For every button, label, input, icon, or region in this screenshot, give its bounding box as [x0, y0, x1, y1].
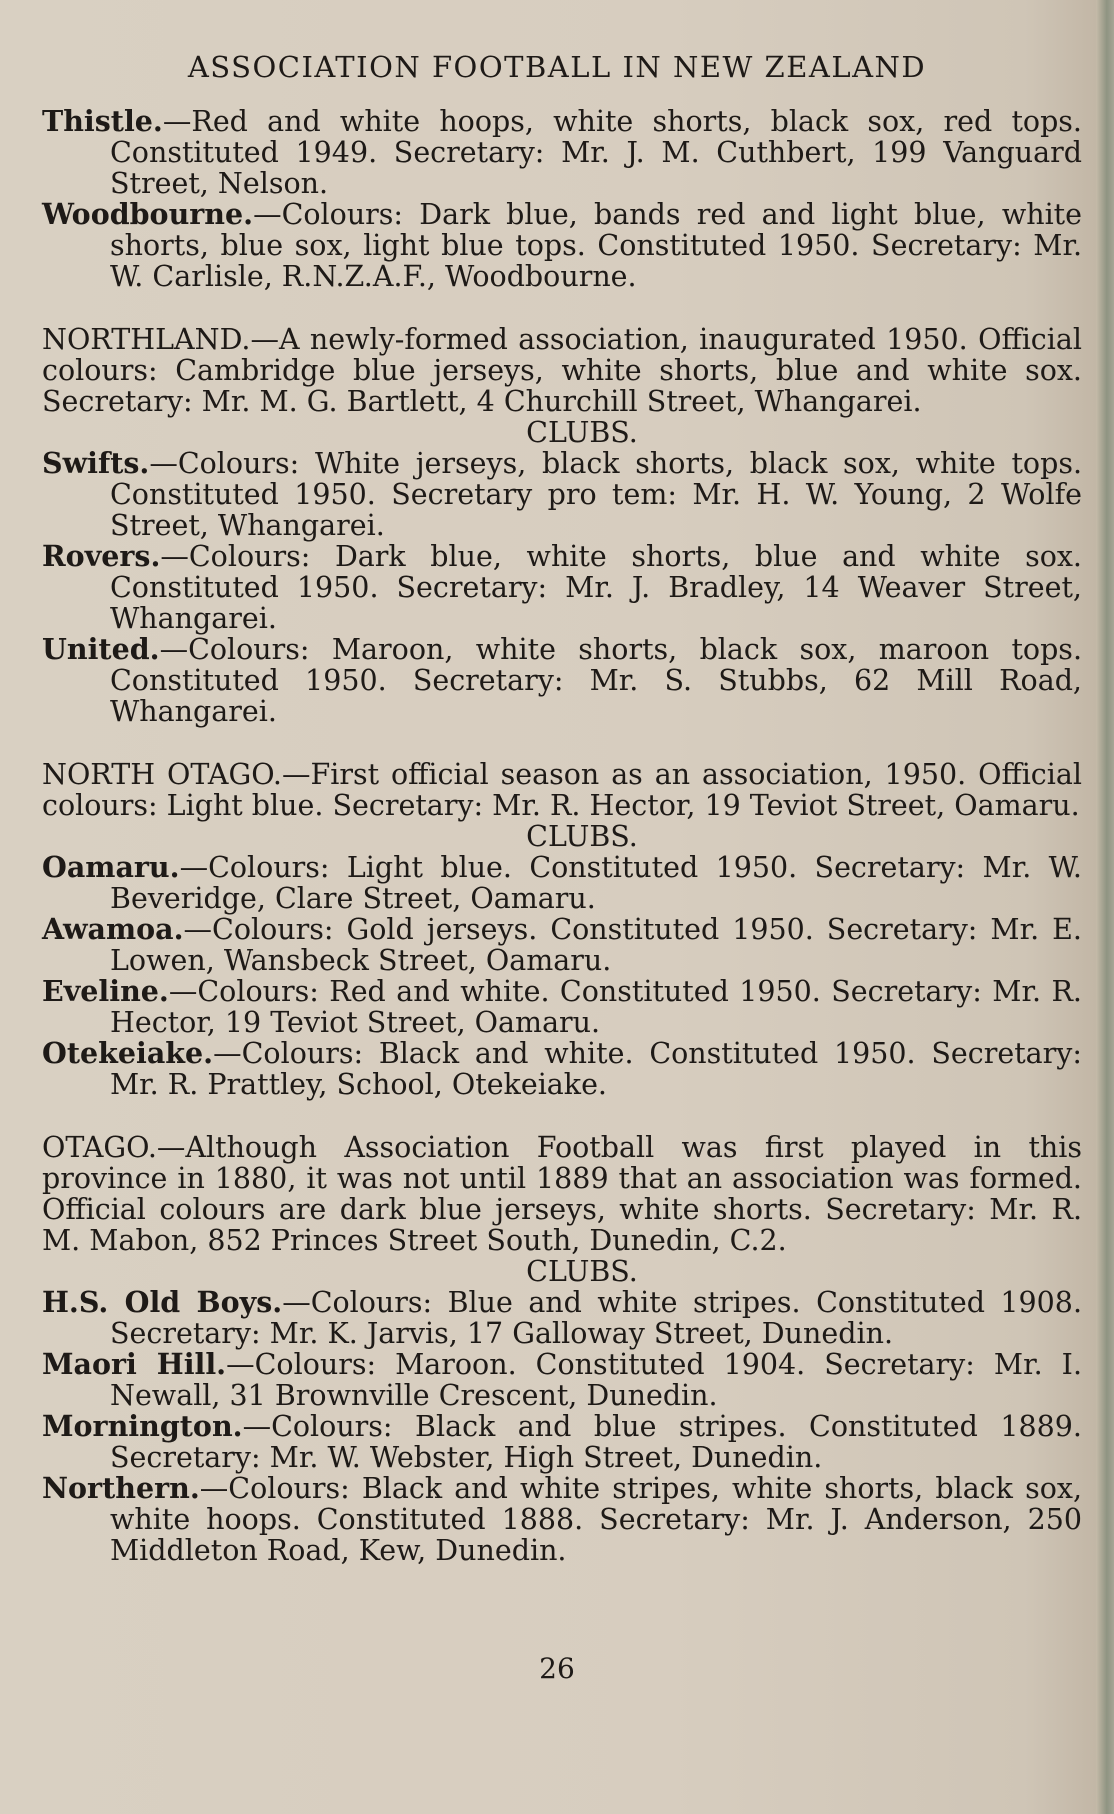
club-details: —Colours: Dark blue, bands red and light blue, white shorts, blue sox, light blue tops. Constituted 1950. Secretary: Mr. W. Carlisle, R.N.Z.A.F., Woodbourne. — [110, 198, 1082, 293]
running-head: ASSOCIATION FOOTBALL IN NEW ZEALAND — [187, 50, 927, 84]
club-entry-rovers — [42, 541, 1082, 634]
club-details: —Colours: Black and white stripes, white shorts, black sox, white hoops. Constituted 1888. Secretary: Mr. J. Anderson, 250 Middleton Road, Kew, Dunedin. — [110, 1472, 1082, 1567]
association-north-otago: NORTH OTAGO.—First official season as an association, 1950. Official colours: Light blue. Secretary: Mr. R. Hector, 19 Teviot Street, Oamaru. — [42, 758, 1082, 822]
club-entry-eveline — [42, 976, 1082, 1038]
club-details: —Colours: Black and blue stripes. Constituted 1889. Secretary: Mr. W. Webster, High Street, Dunedin. — [110, 1410, 1082, 1474]
association-northland: NORTHLAND.—A newly-formed association, inaugurated 1950. Official colours: Cambridge blue jerseys, white shorts, blue and white sox. Secretary: Mr. M. G. Bartlett, 4 Churchill Street, Whangarei. — [42, 323, 1082, 418]
club-details: —Colours: Dark blue, white shorts, blue and white sox. Constituted 1950. Secretary: Mr. J. Bradley, 14 Weaver Street, Whangarei. — [110, 540, 1082, 635]
club-name: Mornington. — [42, 1409, 243, 1443]
club-name: Awamoa. — [42, 912, 184, 946]
club-entry-oamaru — [42, 852, 1082, 914]
club-entry-united — [42, 634, 1082, 727]
clubs-heading: CLUBS. — [526, 416, 638, 449]
club-name: Thistle. — [42, 104, 163, 138]
club-details: —Colours: Blue and white stripes. Constituted 1908. Secretary: Mr. K. Jarvis, 17 Galloway Street, Dunedin. — [110, 1286, 1082, 1350]
club-details: —Colours: Red and white. Constituted 1950. Secretary: Mr. R. Hector, 19 Teviot Street, Oamaru. — [110, 975, 1082, 1039]
club-name: United. — [42, 632, 160, 666]
club-details: —Colours: Gold jerseys. Constituted 1950. Secretary: Mr. E. Lowen, Wansbeck Street, Oamaru. — [110, 913, 1082, 977]
club-name: Swifts. — [42, 446, 150, 480]
club-entry-maori-hill — [42, 1349, 1082, 1411]
club-entry-woodbourne — [42, 199, 1082, 292]
club-entry-awamoa — [42, 914, 1082, 976]
section-gap — [42, 727, 1082, 759]
club-details: —Colours: Light blue. Constituted 1950. Secretary: Mr. W. Beveridge, Clare Street, Oamaru. — [110, 851, 1082, 915]
clubs-heading: CLUBS. — [526, 820, 638, 853]
club-entry-otekeiake — [42, 1038, 1082, 1100]
page-edge — [1096, 0, 1114, 1814]
club-details: —Colours: White jerseys, black shorts, black sox, white tops. Constituted 1950. Secretary pro tem: Mr. H. W. Young, 2 Wolfe Street, Whangarei. — [110, 447, 1082, 542]
club-entry-thistle — [42, 106, 1082, 199]
club-details: —Colours: Black and white. Constituted 1950. Secretary: Mr. R. Prattley, School, Otekeiake. — [110, 1037, 1082, 1101]
section-gap — [42, 1100, 1082, 1132]
club-details: —Colours: Maroon, white shorts, black sox, maroon tops. Constituted 1950. Secretary: Mr. S. Stubbs, 62 Mill Road, Whangarei. — [110, 633, 1082, 728]
club-name: H.S. Old Boys. — [42, 1285, 283, 1319]
club-details: —Red and white hoops, white shorts, black sox, red tops. Constituted 1949. Secretary: Mr. J. M. Cuthbert, 199 Vanguard Street, Nelson. — [110, 105, 1082, 200]
club-name: Woodbourne. — [42, 197, 254, 231]
club-name: Northern. — [42, 1471, 200, 1505]
club-entry-swifts — [42, 448, 1082, 541]
section-gap — [42, 292, 1082, 324]
association-otago: OTAGO.—Although Association Football was first played in this province in 1880, it was not until 1889 that an association was formed. Official colours are dark blue jerseys, white shorts. Secretary: Mr. R. M. Mabon, 852 Princes Street South, Dunedin, C.2. — [42, 1131, 1082, 1257]
club-name: Oamaru. — [42, 850, 180, 884]
page-body — [42, 106, 1082, 1566]
clubs-heading: CLUBS. — [526, 1255, 638, 1288]
club-name: Otekeiake. — [42, 1036, 214, 1070]
page-number: 26 — [539, 1652, 575, 1685]
club-name: Rovers. — [42, 539, 161, 573]
club-name: Maori Hill. — [42, 1347, 227, 1381]
club-entry-mornington — [42, 1411, 1082, 1473]
club-entry-hs-old-boys — [42, 1287, 1082, 1349]
club-details: —Colours: Maroon. Constituted 1904. Secretary: Mr. I. Newall, 31 Brownville Crescent, Dunedin. — [110, 1348, 1082, 1412]
club-entry-northern — [42, 1473, 1082, 1566]
club-name: Eveline. — [42, 974, 169, 1008]
